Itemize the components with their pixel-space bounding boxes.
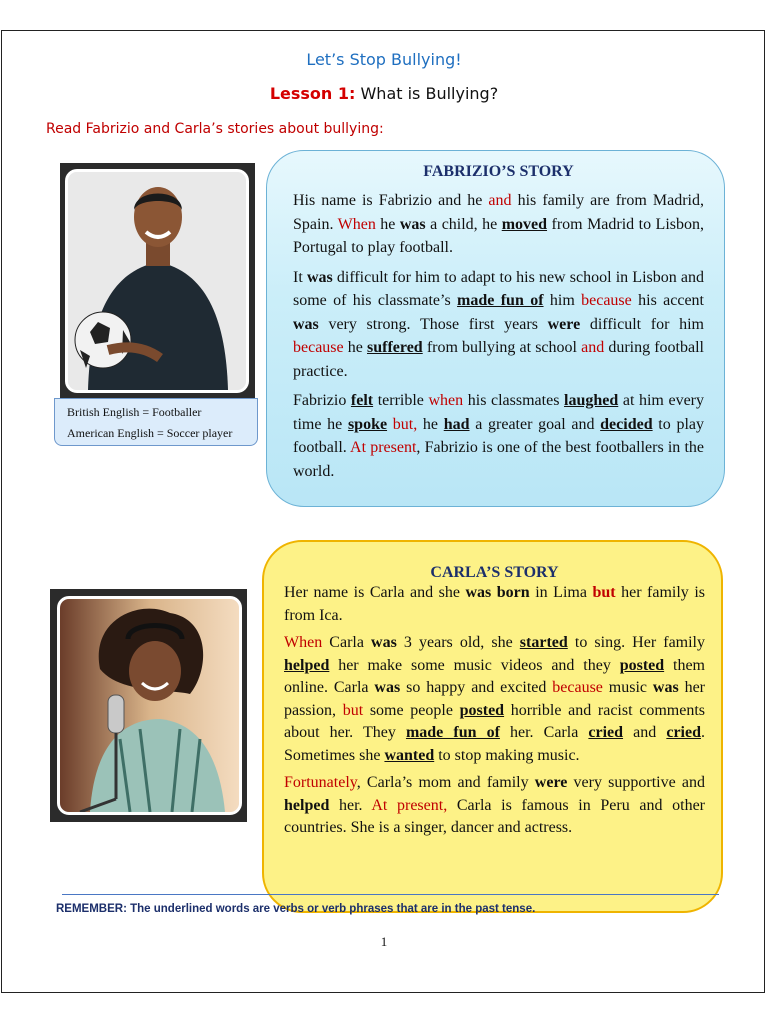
text-run: during football practice. [293,339,704,380]
text-run: her. [329,796,372,814]
connector-word: but [592,584,616,601]
intro-text: Read Fabrizio and Carla’s stories about bullying: [46,121,384,137]
past-tense-verb: had [443,415,470,433]
connector-word: When [337,215,376,233]
carla-paragraph-2 [284,632,705,767]
text-run: Carla is famous in Peru and other countries. She is a singer, dancer and actress. [284,796,706,836]
text-run: It [293,268,307,286]
text-run: her family is from Ica. [284,584,705,624]
past-tense-verb: cried [666,724,701,741]
remember-note: REMEMBER: The underlined words are verbs or verb phrases that are in the past tense. [56,903,536,915]
connector-word: When [284,634,323,651]
text-run: his family are from Madrid, Spain. [293,192,704,233]
past-tense-verb: laughed [564,392,619,409]
text-run: her passion, [284,679,706,719]
fabrizio-story-heading: FABRIZIO’S STORY [423,163,574,180]
text-run: he [417,415,444,433]
bold-verb: helped [284,796,330,814]
text-run: a child, he [425,215,502,233]
bold-verb: was born [465,584,530,601]
carla-illustration [60,599,239,812]
lesson-label: Lesson 1: [269,84,356,103]
text-run: Her name is Carla and she [284,584,466,601]
text-run: music [602,679,653,696]
text-run: he [343,339,367,356]
connector-word: At present [350,439,417,456]
carla-story-heading: CARLA’S STORY [430,564,559,581]
text-run: her make some music videos and they [329,656,620,674]
connector-word: and [581,339,605,356]
lesson-heading [0,84,768,103]
text-run: so happy and excited [400,679,553,696]
lesson-title: What is Bullying? [355,84,499,103]
text-run: her. Carla [499,724,589,741]
bold-verb: was [306,268,333,286]
fabrizio-photo [60,163,255,398]
fabrizio-paragraph-1 [293,189,704,260]
text-run: to sing. Her family [567,634,706,651]
text-run: , Fabrizio is one of the best footballers in the world. [293,439,705,480]
past-tense-verb: started [519,634,568,651]
connector-word: because [581,292,632,309]
text-run: Fabrizio [293,392,351,409]
page-title: Let’s Stop Bullying! [306,50,462,69]
connector-word: but, [392,415,418,433]
carla-paragraph-1 [284,582,705,627]
text-run: them online. Carla [284,656,705,696]
past-tense-verb: posted [459,701,505,719]
caption-british: British English = Footballer [67,405,202,419]
text-run: he [375,215,400,233]
caption-box [54,398,258,446]
past-tense-verb: made fun of [405,724,500,741]
page-number: 1 [380,934,388,949]
connector-word: Fortunately [284,774,357,791]
text-run: in Lima [529,584,593,601]
past-tense-verb: wanted [384,746,435,764]
past-tense-verb: decided [600,415,653,433]
text-run: to play football. [293,415,704,456]
text-run: a greater goal and [469,415,601,433]
connector-word: and [488,192,512,209]
carla-photo [50,589,247,822]
fabrizio-story-card [266,150,725,507]
past-tense-verb: made fun of [457,292,544,309]
bold-verb: was [399,215,426,233]
connector-word: because [552,679,603,696]
text-run: Carla [322,634,372,651]
carla-paragraph-3 [284,772,705,840]
text-run: from bullying at school [422,339,582,356]
text-run: difficult for him [580,315,705,333]
bold-verb: were [534,774,568,791]
text-run: him [543,292,582,309]
text-run: from Madrid to Lisbon, Portugal to play football. [293,215,705,256]
connector-word: but [342,701,364,719]
past-tense-verb: spoke [347,415,388,433]
text-run: His name is Fabrizio and he [293,192,489,209]
text-run: his accent [631,292,704,309]
text-run: difficult for him to adapt to his new school in Lisbon and some of his classmate’s [293,268,704,309]
caption-american: American English = Soccer player [67,426,233,440]
text-run: at him every time he [293,392,705,433]
fabrizio-paragraph-3 [293,389,704,483]
text-run: very supportive and [567,774,706,791]
text-run: 3 years old, she [396,634,520,651]
connector-word: At present, [371,796,457,814]
past-tense-verb: felt [350,392,374,409]
text-run: , Carla’s mom and family [356,774,535,791]
connector-word: because [293,339,344,356]
text-run: some people [363,701,460,719]
bold-verb: was [652,679,679,696]
text-run: horrible and racist comments about her. They [284,701,705,741]
past-tense-verb: helped [284,656,330,674]
text-run: . Sometimes she [284,724,705,764]
past-tense-verb: suffered [367,339,423,356]
bold-verb: was [374,679,401,696]
footer-divider [62,894,719,895]
text-run: terrible [373,392,429,409]
bold-verb: was [293,315,319,333]
text-run: very strong. Those first years [318,315,548,333]
text-run: and [623,724,667,741]
bold-verb: was [371,634,397,651]
fabrizio-paragraph-2 [293,266,704,384]
past-tense-verb: cried [588,724,624,741]
past-tense-verb: posted [619,656,665,674]
past-tense-verb: moved [501,215,548,233]
text-run: his classmates [463,392,565,409]
text-run: to stop making music. [434,746,580,764]
fabrizio-illustration [68,172,246,390]
bold-verb: were [547,315,581,333]
connector-word: when [428,392,464,409]
carla-story-card [262,540,723,913]
